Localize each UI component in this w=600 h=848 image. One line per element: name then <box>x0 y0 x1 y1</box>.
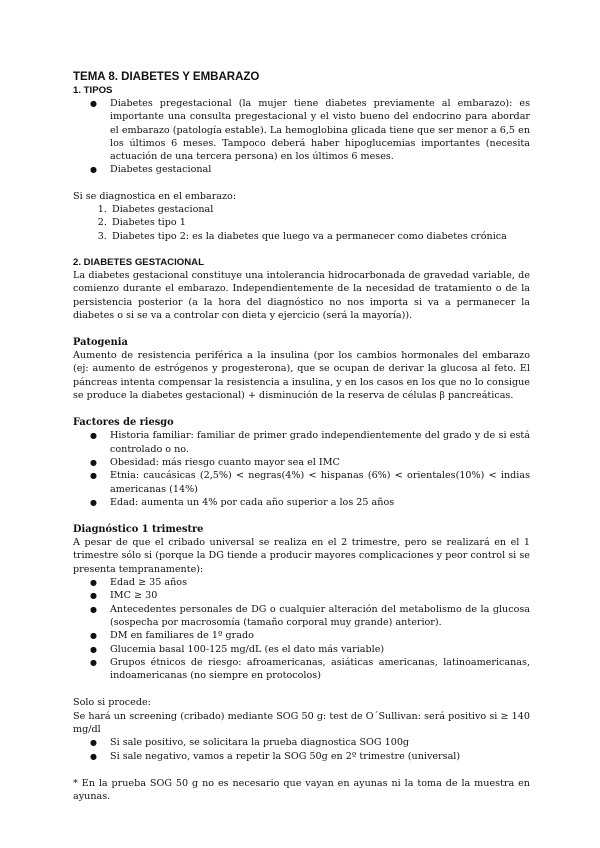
diagnostico-paragraph: A pesar de que el cribado universal se realiza en el 2 trimestre, pero se realizará en el 1 trimestre sólo si (porque la DG tiende a producir mayores complicaciones y peor control si se presenta tempranamente): <box>73 537 530 575</box>
list-item: ● Antecedentes personales de DG o cualquier alteración del metabolismo de la glucosa (sospecha por macrosomía (tamaño corporal muy grande) anterior). <box>110 603 530 630</box>
list-item: ● Glucemia basal 100-125 mg/dL (es el dato más variable) <box>110 643 530 656</box>
patogenia-heading: Patogenia <box>73 337 128 349</box>
list-item: ● Grupos étnicos de riesgo: afroamericanas, asiáticas americanas, latinoamericanas, indoamericanas (no siempre en protocolos) <box>110 656 530 683</box>
list-item: ● Edad ≥ 35 años <box>110 576 530 589</box>
section-gestacional-heading: 2. DIABETES GESTACIONAL <box>73 256 204 268</box>
gestacional-paragraph: La diabetes gestacional constituye una intolerancia hidrocarbonada de gravedad variable, de comienzo durante el embarazo. Independientemente de la necesidad de tratamiento o de la persistencia posterior (a la hora del diagnóstico no nos importa si va a permanecer la diabetes o si se va a controlar con dieta y ejercicio (será la mayoría)). <box>73 269 530 321</box>
list-item: ● Diabetes gestacional <box>110 163 530 176</box>
list-item: ● IMC ≥ 30 <box>110 589 530 602</box>
patogenia-paragraph: Aumento de resistencia periférica a la insulina (por los cambios hormonales del embarazo (ej: aumento de estrógenos y progesterona), que se ocupan de derivar la glucosa al feto. El páncreas intenta compensar la resistencia a insulina, y en los casos en los que no lo consigue se produce la diabetes gestacional) + disminución de la reserva de células β pancreáticas. <box>73 350 530 402</box>
screening-list <box>73 736 530 763</box>
list-item: ● Obesidad: más riesgo cuanto mayor sea el IMC <box>110 456 530 469</box>
tipos-numbered-list <box>73 203 530 243</box>
diagnostico-heading: Diagnóstico 1 trimestre <box>73 524 204 536</box>
list-item: ● Diabetes pregestacional (la mujer tiene diabetes previamente al embarazo): es importante una consulta pregestacional y el visto bueno del endocrino para abordar el embarazo (patología estable). La hemoglobina glicada tiene que ser menor a 6,5 en los últimos 6 meses. Tampoco deberá haber hipoglucemias importantes (necesita actuación de una tercera persona) en los últimos 6 meses. <box>110 97 530 163</box>
list-item: ● Edad: aumenta un 4% por cada año superior a los 25 años <box>110 496 530 509</box>
list-item: ● Si sale positivo, se solicitara la prueba diagnostica SOG 100g <box>110 736 530 749</box>
factores-riesgo-heading: Factores de riesgo <box>73 417 174 429</box>
section-tipos-heading: 1. TIPOS <box>73 85 113 96</box>
solo-si-procede: Solo si procede: <box>73 697 151 709</box>
factores-riesgo-list <box>73 429 530 509</box>
list-item: 1. Diabetes gestacional <box>110 203 530 216</box>
screening-paragraph: Se hará un screening (cribado) mediante SOG 50 g: test de O´Sullivan: será positivo si ≥ 140 mg/dl <box>73 710 530 735</box>
document-title: TEMA 8. DIABETES Y EMBARAZO <box>73 71 260 83</box>
diagnostico-list <box>73 576 530 682</box>
list-item: ● Si sale negativo, vamos a repetir la SOG 50g en 2º trimestre (universal) <box>110 750 530 763</box>
list-item: ● DM en familiares de 1º grado <box>110 629 530 642</box>
tipos-intro: Si se diagnostica en el embarazo: <box>73 190 237 202</box>
footnote: * En la prueba SOG 50 g no es necesario que vayan en ayunas ni la toma de la muestra en ayunas. <box>73 777 530 803</box>
list-item: ● Historia familiar: familiar de primer grado independientemente del grado y de si está controlado o no. <box>110 429 530 456</box>
list-item: 2. Diabetes tipo 1 <box>110 216 530 229</box>
list-item: ● Etnia: caucásicas (2,5%) < negras(4%) < hispanas (6%) < orientales(10%) < indias americanas (14%) <box>110 469 530 496</box>
list-item: 3. Diabetes tipo 2: es la diabetes que luego va a permanecer como diabetes crónica <box>110 230 530 243</box>
tipos-bullet-list <box>73 97 530 177</box>
